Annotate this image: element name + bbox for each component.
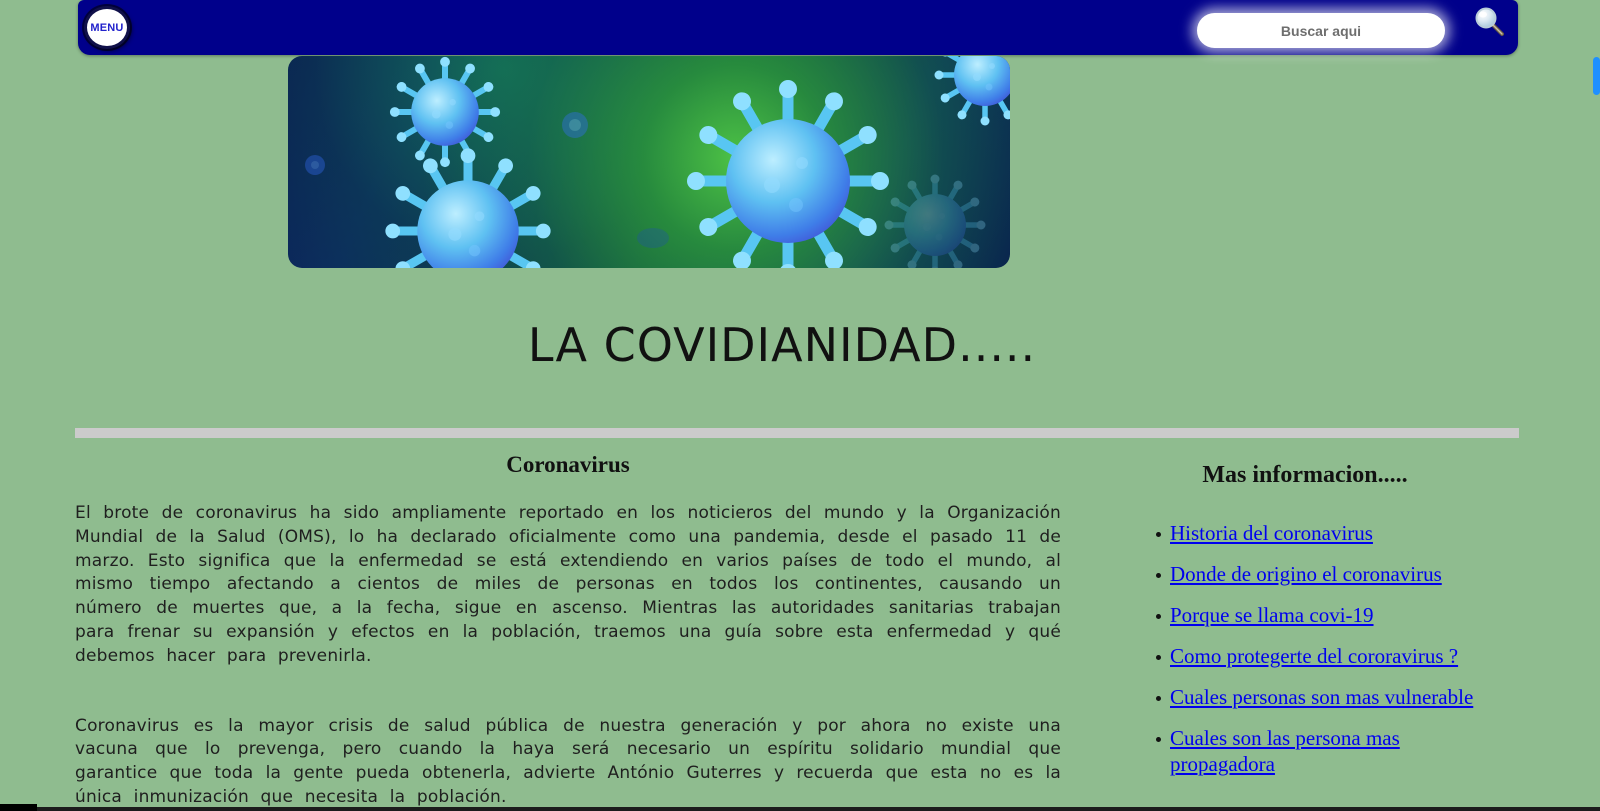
list-item: [1170, 562, 1475, 588]
bullet-icon: [1156, 532, 1161, 537]
article-paragraph-1: El brote de coronavirus ha sido ampliamente reportado en los noticieros del mundo y la Organización Mundial de la Salud (OMS), lo ha declarado oficialmente como una pandemia, desde el pasado 11 de marzo. Esto significa que la enfermedad se está extendiendo en varios países de todo el mundo, al mismo tiempo afectando a cientos de miles de personas en todos los continentes, causando un número de muertes que, a la fecha, sigue en ascenso. Mientras las autoridades sanitarias trabajan para frenar su expansión y efectos en la población, traemos una guía sobre esta enfermedad y qué debemos hacer para prevenirla.: [75, 503, 1061, 666]
section-divider: [75, 428, 1519, 438]
sidebar-link-origen[interactable]: Donde de origino el coronavirus: [1170, 562, 1442, 586]
article-paragraph-2: Coronavirus es la mayor crisis de salud pública de nuestra generación y por ahora no existe una vacuna que lo prevenga, pero cuando la haya será necesario un espíritu solidario mundial que garantice que toda la gente pueda obtenerla, advierte António Guterres y recuerda que esta no es la única inmunización que necesita la población.: [75, 715, 1061, 807]
sidebar-heading: Mas informacion.....: [1202, 462, 1408, 488]
scrollbar-thumb[interactable]: [1593, 57, 1600, 95]
sidebar-link-protegerte[interactable]: Como protegerte del cororavirus ?: [1170, 644, 1459, 668]
virus-illustration: [288, 56, 1010, 268]
coronavirus-hero-image: [288, 56, 1010, 268]
bullet-icon: [1156, 655, 1161, 660]
article-heading: Coronavirus: [506, 452, 630, 477]
window-bottom-edge-corner: [0, 804, 37, 811]
article-section: [75, 452, 1061, 810]
list-item: [1170, 644, 1475, 670]
sidebar-more-info: [1095, 462, 1515, 793]
list-item: [1170, 603, 1475, 629]
sidebar-link-nombre[interactable]: Porque se llama covi-19: [1170, 603, 1374, 627]
top-navbar: [78, 0, 1518, 55]
magnifier-icon[interactable]: [1474, 6, 1506, 38]
bullet-icon: [1156, 573, 1161, 578]
list-item: [1170, 685, 1475, 711]
sidebar-link-propagadores[interactable]: Cuales son las persona mas propagadora: [1170, 726, 1400, 776]
menu-button[interactable]: [84, 6, 130, 49]
sidebar-link-list: [1170, 521, 1475, 778]
list-item: [1170, 521, 1475, 547]
bullet-icon: [1156, 737, 1161, 742]
menu-button-label: MENU: [90, 21, 124, 34]
sidebar-link-historia[interactable]: Historia del coronavirus: [1170, 521, 1373, 545]
search-input[interactable]: [1197, 13, 1445, 48]
bullet-icon: [1156, 696, 1161, 701]
page-title: LA COVIDIANIDAD.....: [527, 318, 1037, 372]
bullet-icon: [1156, 614, 1161, 619]
list-item: [1170, 726, 1475, 778]
sidebar-link-vulnerables[interactable]: Cuales personas son mas vulnerable: [1170, 685, 1474, 709]
window-bottom-edge: [0, 807, 1600, 811]
